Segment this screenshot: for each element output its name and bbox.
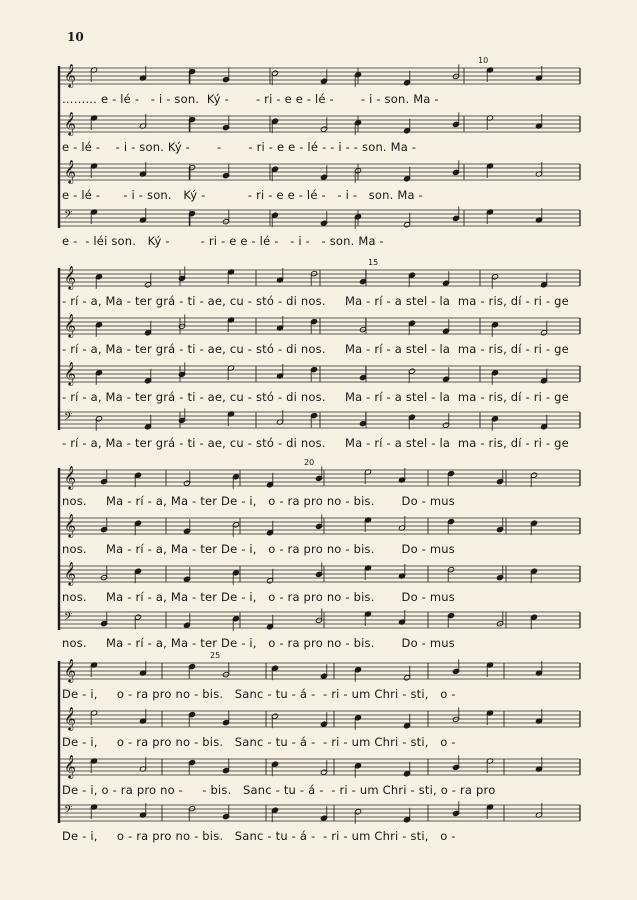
staff-lines <box>60 313 580 337</box>
staff <box>60 612 580 628</box>
lyric-line: - rí - a, Ma - ter grá - ti - ae, cu - stó - di nos. Ma - rí - a stel - la ma - ris, dí - ri - ge <box>62 342 569 356</box>
treble-clef-icon: 𝄞 <box>64 313 76 337</box>
staff-lines <box>60 513 580 537</box>
bass-clef-icon: 𝄢 <box>64 411 73 426</box>
staff-lines <box>60 612 580 630</box>
staff-lines <box>60 159 580 183</box>
bass-clef-icon: 𝄢 <box>64 611 73 626</box>
lyric-line: e - - léi son. Ký - - ri - e e - lé - - i - - son. Ma - <box>62 234 384 248</box>
staff <box>60 513 580 537</box>
measure-number: 25 <box>210 651 221 660</box>
staff <box>60 465 580 489</box>
staff-lines <box>60 265 580 289</box>
treble-clef-icon: 𝄞 <box>64 465 76 489</box>
staff-lines <box>60 754 580 778</box>
staff <box>60 561 580 585</box>
lyric-line: De - i, o - ra pro no - - bis. Sanc - tu - á - - ri - um Chri - sti, o - ra pro <box>62 783 496 797</box>
lyric-line: nos. Ma - rí - a, Ma - ter De - i, o - ra pro no - bis. Do - mus <box>62 542 455 556</box>
treble-clef-icon: 𝄞 <box>64 754 76 778</box>
bass-clef-icon: 𝄢 <box>64 209 73 224</box>
staff <box>60 658 580 682</box>
measure-number: 15 <box>368 258 379 267</box>
lyric-line: nos. Ma - rí - a, Ma - ter De - i, o - ra pro no - bis. Do - mus <box>62 590 455 604</box>
treble-clef-icon: 𝄞 <box>64 561 76 585</box>
measure-number: 10 <box>478 56 489 65</box>
staff <box>60 265 580 289</box>
staff-lines <box>60 561 580 585</box>
staff <box>60 159 580 183</box>
lyric-line: - rí - a, Ma - ter grá - ti - ae, cu - stó - di nos. Ma - rí - a stel - la ma - ris, dí - ri - ge <box>62 436 569 450</box>
bass-clef-icon: 𝄢 <box>64 804 73 819</box>
lyric-line: De - i, o - ra pro no - bis. Sanc - tu - á - - ri - um Chri - sti, o - <box>62 829 456 843</box>
lyric-line: - rí - a, Ma - ter grá - ti - ae, cu - stó - di nos. Ma - rí - a stel - la ma - ris, dí - ri - ge <box>62 390 569 404</box>
treble-clef-icon: 𝄞 <box>64 159 76 183</box>
staff-lines <box>60 658 580 682</box>
treble-clef-icon: 𝄞 <box>64 361 76 385</box>
treble-clef-icon: 𝄞 <box>64 265 76 289</box>
treble-clef-icon: 𝄞 <box>64 63 76 87</box>
treble-clef-icon: 𝄞 <box>64 706 76 730</box>
staff-lines <box>60 465 580 489</box>
lyric-line: nos. Ma - rí - a, Ma - ter De - i, o - ra pro no - bis. Do - mus <box>62 494 455 508</box>
staff <box>60 412 580 428</box>
treble-clef-icon: 𝄞 <box>64 658 76 682</box>
staff-lines <box>60 210 580 228</box>
staff <box>60 313 580 337</box>
treble-clef-icon: 𝄞 <box>64 513 76 537</box>
staff-lines <box>60 111 580 135</box>
staff <box>60 210 580 226</box>
staff <box>60 63 580 87</box>
staff-lines <box>60 706 580 730</box>
measure-number: 20 <box>304 458 315 467</box>
lyric-line: ……… e - lé - - i - son. Ký - - ri - e e - lé - - i - son. Ma - <box>62 92 439 106</box>
page-number: 10 <box>67 30 84 44</box>
staff <box>60 706 580 730</box>
lyric-line: De - i, o - ra pro no - bis. Sanc - tu - á - - ri - um Chri - sti, o - <box>62 735 456 749</box>
lyric-line: e - lé - - i - son. Ký - - - ri - e e - lé - - i - - son. Ma - <box>62 140 417 154</box>
staff-lines <box>60 361 580 385</box>
staff <box>60 111 580 135</box>
staff <box>60 805 580 821</box>
lyric-line: De - i, o - ra pro no - bis. Sanc - tu - á - - ri - um Chri - sti, o - <box>62 687 456 701</box>
lyric-line: nos. Ma - rí - a, Ma - ter De - i, o - ra pro no - bis. Do - mus <box>62 636 455 650</box>
lyric-line: e - lé - - i - son. Ký - - ri - e e - lé - - i - son. Ma - <box>62 188 423 202</box>
staff-lines <box>60 412 580 430</box>
staff <box>60 361 580 385</box>
staff <box>60 754 580 778</box>
staff-lines <box>60 805 580 823</box>
lyric-line: - rí - a, Ma - ter grá - ti - ae, cu - stó - di nos. Ma - rí - a stel - la ma - ris, dí - ri - ge <box>62 294 569 308</box>
staff-lines <box>60 63 580 87</box>
treble-clef-icon: 𝄞 <box>64 111 76 135</box>
